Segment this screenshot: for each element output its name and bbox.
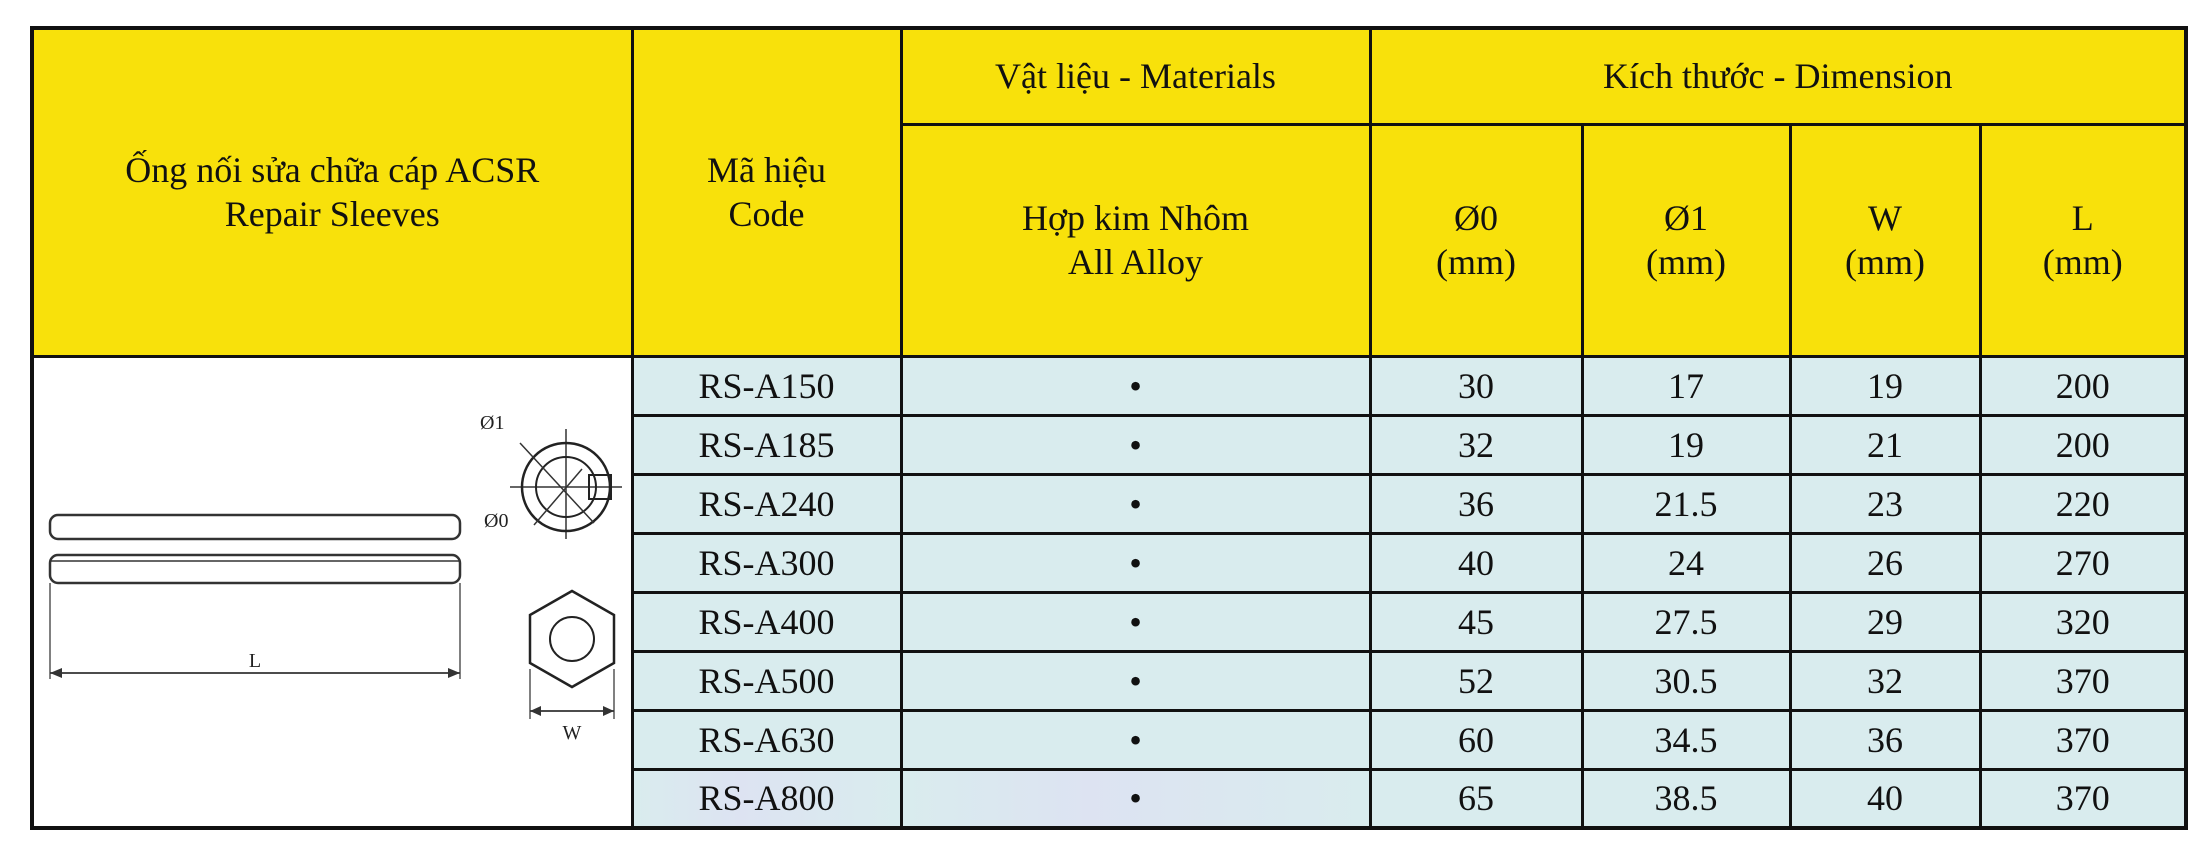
row-d1: 27.5: [1582, 592, 1790, 651]
row-material-mark: •: [901, 651, 1370, 710]
row-code: RS-A800: [632, 769, 901, 828]
sleeve-top-half-shape: [50, 515, 460, 539]
material-vi: Hợp kim Nhôm: [1021, 198, 1250, 238]
row-d0: 32: [1370, 415, 1582, 474]
row-w: 32: [1790, 651, 1980, 710]
row-l: 370: [1980, 710, 2186, 769]
product-name-en: Repair Sleeves: [224, 194, 440, 235]
row-material-mark: •: [901, 415, 1370, 474]
row-code: RS-A400: [632, 592, 901, 651]
dim-d0-header: [1370, 124, 1582, 356]
sleeve-circle-section-icon: [510, 429, 622, 539]
row-l: 270: [1980, 533, 2186, 592]
row-l: 200: [1980, 415, 2186, 474]
dim-l-unit: (mm): [2042, 242, 2123, 282]
row-d1: 24: [1582, 533, 1790, 592]
product-name-header: [32, 28, 632, 356]
dimension-header: Kích thước - Dimension: [1370, 28, 2186, 124]
diameter-1-label: Ø1: [480, 411, 505, 434]
dim-d0-symbol: Ø0: [1454, 198, 1498, 238]
row-code: RS-A240: [632, 474, 901, 533]
code-header-en: Code: [728, 194, 805, 235]
row-d1: 38.5: [1582, 769, 1790, 828]
row-w: 21: [1790, 415, 1980, 474]
row-material-mark: •: [901, 710, 1370, 769]
row-d1: 17: [1582, 356, 1790, 415]
dim-w-unit: (mm): [1845, 242, 1925, 282]
row-w: 26: [1790, 533, 1980, 592]
row-d0: 60: [1370, 710, 1582, 769]
row-d1: 19: [1582, 415, 1790, 474]
dim-d1-symbol: Ø1: [1664, 198, 1708, 238]
row-d1: 30.5: [1582, 651, 1790, 710]
row-material-mark: •: [901, 356, 1370, 415]
dim-w-symbol: W: [1868, 198, 1902, 238]
materials-header: Vật liệu - Materials: [901, 28, 1370, 124]
material-alloy-header: [901, 124, 1370, 356]
material-en: All Alloy: [1067, 242, 1204, 282]
row-code: RS-A300: [632, 533, 901, 592]
row-l: 370: [1980, 769, 2186, 828]
product-name-vi: Ống nối sửa chữa cáp ACSR: [125, 150, 540, 191]
row-d0: 40: [1370, 533, 1582, 592]
row-d0: 45: [1370, 592, 1582, 651]
sleeve-drawing-cell: [32, 356, 632, 828]
row-d1: 34.5: [1582, 710, 1790, 769]
row-w: 19: [1790, 356, 1980, 415]
row-w: 40: [1790, 769, 1980, 828]
row-material-mark: •: [901, 592, 1370, 651]
row-l: 200: [1980, 356, 2186, 415]
row-d0: 65: [1370, 769, 1582, 828]
row-l: 370: [1980, 651, 2186, 710]
dim-d1-unit: (mm): [1646, 242, 1726, 282]
dim-d0-unit: (mm): [1436, 242, 1516, 282]
row-l: 220: [1980, 474, 2186, 533]
row-code: RS-A630: [632, 710, 901, 769]
row-w: 23: [1790, 474, 1980, 533]
row-d1: 21.5: [1582, 474, 1790, 533]
row-code: RS-A150: [632, 356, 901, 415]
width-label: W: [562, 721, 582, 744]
length-label: L: [248, 649, 262, 672]
dim-d1-header: [1582, 124, 1790, 356]
row-code: RS-A185: [632, 415, 901, 474]
dim-l-symbol: L: [2071, 198, 2094, 238]
row-material-mark: •: [901, 474, 1370, 533]
sleeve-bottom-half-shape: [50, 555, 460, 583]
row-d0: 30: [1370, 356, 1582, 415]
row-material-mark: •: [901, 533, 1370, 592]
row-w: 29: [1790, 592, 1980, 651]
row-code: RS-A500: [632, 651, 901, 710]
row-w: 36: [1790, 710, 1980, 769]
code-header: [632, 28, 901, 356]
code-header-vi: Mã hiệu: [707, 150, 826, 191]
row-d0: 36: [1370, 474, 1582, 533]
sleeve-technical-drawing: [34, 359, 628, 825]
hexagon-crimp-section-icon: [530, 591, 614, 719]
diameter-0-label: Ø0: [484, 509, 509, 532]
dim-l-header: [1980, 124, 2186, 356]
repair-sleeves-spec-table: [30, 26, 2188, 830]
row-material-mark: •: [901, 769, 1370, 828]
row-d0: 52: [1370, 651, 1582, 710]
dim-w-header: [1790, 124, 1980, 356]
row-l: 320: [1980, 592, 2186, 651]
